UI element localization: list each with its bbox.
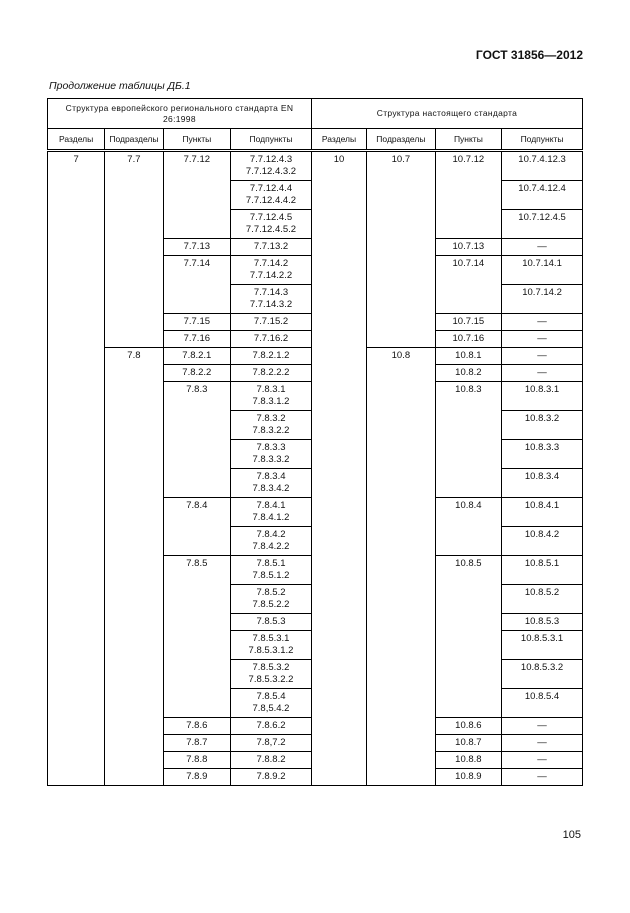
table-cell [105,314,163,331]
table-cell [105,631,163,660]
table-cell [105,689,163,718]
table-cell [48,469,105,498]
table-cell [105,769,163,786]
table-cell [311,411,366,440]
table-cell: 10.8.5.3.1 [502,631,583,660]
table-cell [311,365,366,382]
table-cell [105,498,163,527]
table-cell: 10.7.12 [435,151,501,181]
table-row [48,614,583,631]
table-cell: 10.8.4 [435,498,501,527]
table-cell: 7.8.3 [163,382,231,411]
table-cell [367,256,436,285]
table-cell [105,331,163,348]
table-row [48,314,583,331]
column-header: Подпункты [231,129,312,151]
table-cell: 10.8.3.4 [502,469,583,498]
table-cell [435,585,501,614]
table-cell: 10.8.8 [435,752,501,769]
table-cell: 7.8.8.2 [231,752,312,769]
table-cell: 7.8.5.4 7.8,5.4.2 [231,689,312,718]
column-header: Подразделы [105,129,163,151]
group-header-european: Структура европейского регионального стандарта EN 26:1998 [48,99,312,129]
table-row [48,239,583,256]
table-cell: — [502,331,583,348]
table-cell: 7.7.12 [163,151,231,181]
table-cell: 10.8.2 [435,365,501,382]
table-row [48,151,583,181]
table-cell [163,660,231,689]
table-cell: 7.7.14.3 7.7.14.3.2 [231,285,312,314]
table-cell [48,735,105,752]
table-cell: 7.8.5.3.1 7.8.5.3.1.2 [231,631,312,660]
table-cell: 10.8.5.2 [502,585,583,614]
page-number: 105 [562,829,581,841]
table-cell: 7.7 [105,151,163,181]
table-cell: 7.7.15.2 [231,314,312,331]
table-cell [367,210,436,239]
table-cell [105,614,163,631]
table-cell [105,585,163,614]
table-cell [367,411,436,440]
table-row [48,660,583,689]
table-cell: 10.8.4.1 [502,498,583,527]
table-cell: 10.7.14.1 [502,256,583,285]
table-cell: 10.8.3 [435,382,501,411]
table-cell [105,527,163,556]
table-cell: 7.8.5.3.2 7.8.5.3.2.2 [231,660,312,689]
table-cell: 7.8 [105,348,163,365]
table-row [48,365,583,382]
table-cell [163,631,231,660]
table-cell: 7.8.4.2 7.8.4.2.2 [231,527,312,556]
table-cell [435,660,501,689]
table-cell [367,382,436,411]
table-cell: 7.7.15 [163,314,231,331]
table-cell [311,239,366,256]
table-cell [48,239,105,256]
table-cell [105,181,163,210]
table-cell [367,614,436,631]
table-cell: 10.8.6 [435,718,501,735]
table-row [48,210,583,239]
table-cell: 7.8.7 [163,735,231,752]
table-cell [105,752,163,769]
table-cell [311,689,366,718]
table-cell: 10.8.3.3 [502,440,583,469]
table-cell [435,614,501,631]
table-cell: 10.7.13 [435,239,501,256]
table-cell [105,440,163,469]
table-row [48,469,583,498]
table-row [48,285,583,314]
table-cell [367,689,436,718]
table-cell [311,735,366,752]
table-cell: 10.8.5.4 [502,689,583,718]
table-cell [367,660,436,689]
table-row [48,585,583,614]
table-cell [105,256,163,285]
group-header-this-standard: Структура настоящего стандарта [311,99,582,129]
table-cell [48,285,105,314]
table-cell [367,285,436,314]
table-cell [367,585,436,614]
table-cell [105,239,163,256]
table-cell [48,331,105,348]
table-cell [48,382,105,411]
table-cell [367,752,436,769]
table-cell: 7.8.2.2.2 [231,365,312,382]
table-cell [367,735,436,752]
table-cell [105,735,163,752]
table-cell [105,556,163,585]
table-cell [48,752,105,769]
table-row [48,718,583,735]
table-row [48,556,583,585]
table-cell [163,411,231,440]
table-cell [311,631,366,660]
table-cell [311,331,366,348]
table-cell: 10.7.4.12.3 [502,151,583,181]
table-cell [163,469,231,498]
table-cell [367,631,436,660]
table-cell: 7.8.8 [163,752,231,769]
table-cell [163,440,231,469]
table-cell [163,181,231,210]
table-cell: 7.8.9 [163,769,231,786]
table-row [48,382,583,411]
table-body [48,151,583,786]
table-row [48,440,583,469]
table-cell [311,498,366,527]
table-cell [163,527,231,556]
table-cell: 10.8.1 [435,348,501,365]
table-cell [311,614,366,631]
table-cell [311,181,366,210]
table-cell: 7.8.9.2 [231,769,312,786]
column-header: Подпункты [502,129,583,151]
table-cell: 10 [311,151,366,181]
table-cell: 7.7.12.4.5 7.7.12.4.5.2 [231,210,312,239]
table-cell [105,718,163,735]
table-cell [367,181,436,210]
correspondence-table [47,98,583,786]
table-row [48,689,583,718]
table-cell: 7.8.3.3 7.8.3.3.2 [231,440,312,469]
table-cell [48,256,105,285]
table-cell: 10.8.5.1 [502,556,583,585]
table-cell [48,718,105,735]
table-cell: 10.7.4.12.4 [502,181,583,210]
table-cell [48,660,105,689]
table-cell [311,256,366,285]
table-cell [311,348,366,365]
table-cell [48,348,105,365]
table-cell [367,556,436,585]
table-row [48,498,583,527]
table-cell: 7.8.5.3 [231,614,312,631]
table-cell [367,239,436,256]
table-cell [311,382,366,411]
table-cell: 7.7.14.2 7.7.14.2.2 [231,256,312,285]
table-cell [435,469,501,498]
table-cell [435,411,501,440]
column-header: Подразделы [367,129,436,151]
table-cell: 7.8.3.1 7.8.3.1.2 [231,382,312,411]
column-header: Разделы [311,129,366,151]
table-row [48,331,583,348]
table-cell [311,210,366,239]
table-cell: 7.8,7.2 [231,735,312,752]
table-row [48,256,583,285]
table-cell: 7.8.4.1 7.8.4.1.2 [231,498,312,527]
table-cell [311,440,366,469]
table-cell: — [502,769,583,786]
table-row [48,181,583,210]
table-cell [163,614,231,631]
table-row [48,752,583,769]
table-cell: — [502,239,583,256]
table-cell [311,769,366,786]
table-cell [48,314,105,331]
table-cell: 7.8.6.2 [231,718,312,735]
table-cell: 7.8.2.1.2 [231,348,312,365]
table-cell: 7.7.14 [163,256,231,285]
table-row [48,735,583,752]
table-cell: 10.8.3.2 [502,411,583,440]
table-cell [367,314,436,331]
table-cell: 10.7.14 [435,256,501,285]
table-cell [48,365,105,382]
table-cell [48,181,105,210]
table-cell: 7.7.12.4.3 7.7.12.4.3.2 [231,151,312,181]
table-cell [311,585,366,614]
table-cell [105,210,163,239]
table-cell [311,660,366,689]
table-cell: 10.8.4.2 [502,527,583,556]
table-cell [48,614,105,631]
table-cell: 7.7.16.2 [231,331,312,348]
table-cell: 10.8.5.3 [502,614,583,631]
table-cell [311,556,366,585]
table-cell [105,285,163,314]
table-cell: 10.7.15 [435,314,501,331]
table-cell: 10.7.14.2 [502,285,583,314]
table-cell: 7.8.3.2 7.8.3.2.2 [231,411,312,440]
table-cell [435,285,501,314]
table-cell: — [502,348,583,365]
table-cell [311,469,366,498]
table-cell [367,440,436,469]
table-cell [48,769,105,786]
table-cell [311,718,366,735]
table-row [48,348,583,365]
table-cell: 7.7.12.4.4 7.7.12.4.4.2 [231,181,312,210]
table-cell: 7.8.5.1 7.8.5.1.2 [231,556,312,585]
table-cell: 7.7.13.2 [231,239,312,256]
table-cell [105,660,163,689]
table-cell [48,411,105,440]
table-cell [163,210,231,239]
table-row [48,769,583,786]
column-header: Пункты [163,129,231,151]
column-header: Разделы [48,129,105,151]
table-cell [435,440,501,469]
table-cell [311,527,366,556]
table-cell [48,498,105,527]
table-cell [435,527,501,556]
table-cell [367,527,436,556]
table-cell [48,631,105,660]
table-cell: 7.7.13 [163,239,231,256]
table-cell [48,440,105,469]
table-cell [105,382,163,411]
table-cell: 10.8.5.3.2 [502,660,583,689]
table-cell [48,556,105,585]
table-cell: 10.8.7 [435,735,501,752]
table-row [48,411,583,440]
table-cell [311,314,366,331]
table-cell: — [502,752,583,769]
table-cell [163,689,231,718]
table-cell [311,285,366,314]
table-cell: — [502,735,583,752]
table-cell [367,331,436,348]
table-cell [367,718,436,735]
table-cell: 7.8.4 [163,498,231,527]
table-cell: 10.8.3.1 [502,382,583,411]
table-cell [435,181,501,210]
table-cell: — [502,365,583,382]
table-cell: 10.7.12.4.5 [502,210,583,239]
table-cell: 7 [48,151,105,181]
table-cell: 7.8.5.2 7.8.5.2.2 [231,585,312,614]
table-cell: 10.8.9 [435,769,501,786]
table-cell: 7.8.3.4 7.8.3.4.2 [231,469,312,498]
table-cell [367,365,436,382]
table-cell [48,585,105,614]
table-cell [105,365,163,382]
table-cell: 7.7.16 [163,331,231,348]
table-cell: 10.7.16 [435,331,501,348]
table-cell: 7.8.6 [163,718,231,735]
table-cell [435,210,501,239]
standard-designation: ГОСТ 31856—2012 [475,48,583,62]
table-cell [367,498,436,527]
table-row [48,631,583,660]
table-cell [48,527,105,556]
table-cell: 7.8.5 [163,556,231,585]
table-row [48,527,583,556]
table-cell [48,210,105,239]
table-cell [435,631,501,660]
table-cell [163,285,231,314]
table-cell: 10.8 [367,348,436,365]
table-cell [435,689,501,718]
table-cell [105,411,163,440]
column-header: Пункты [435,129,501,151]
table-cell: — [502,718,583,735]
table-cell [367,769,436,786]
table-cell [105,469,163,498]
table-cell: — [502,314,583,331]
table-cell [48,689,105,718]
table-cell: 10.8.5 [435,556,501,585]
table-cell: 7.8.2.2 [163,365,231,382]
table-cell [163,585,231,614]
table-caption: Продолжение таблицы ДБ.1 [49,80,191,92]
table-cell: 10.7 [367,151,436,181]
table-cell [367,469,436,498]
table-cell: 7.8.2.1 [163,348,231,365]
table-cell [311,752,366,769]
